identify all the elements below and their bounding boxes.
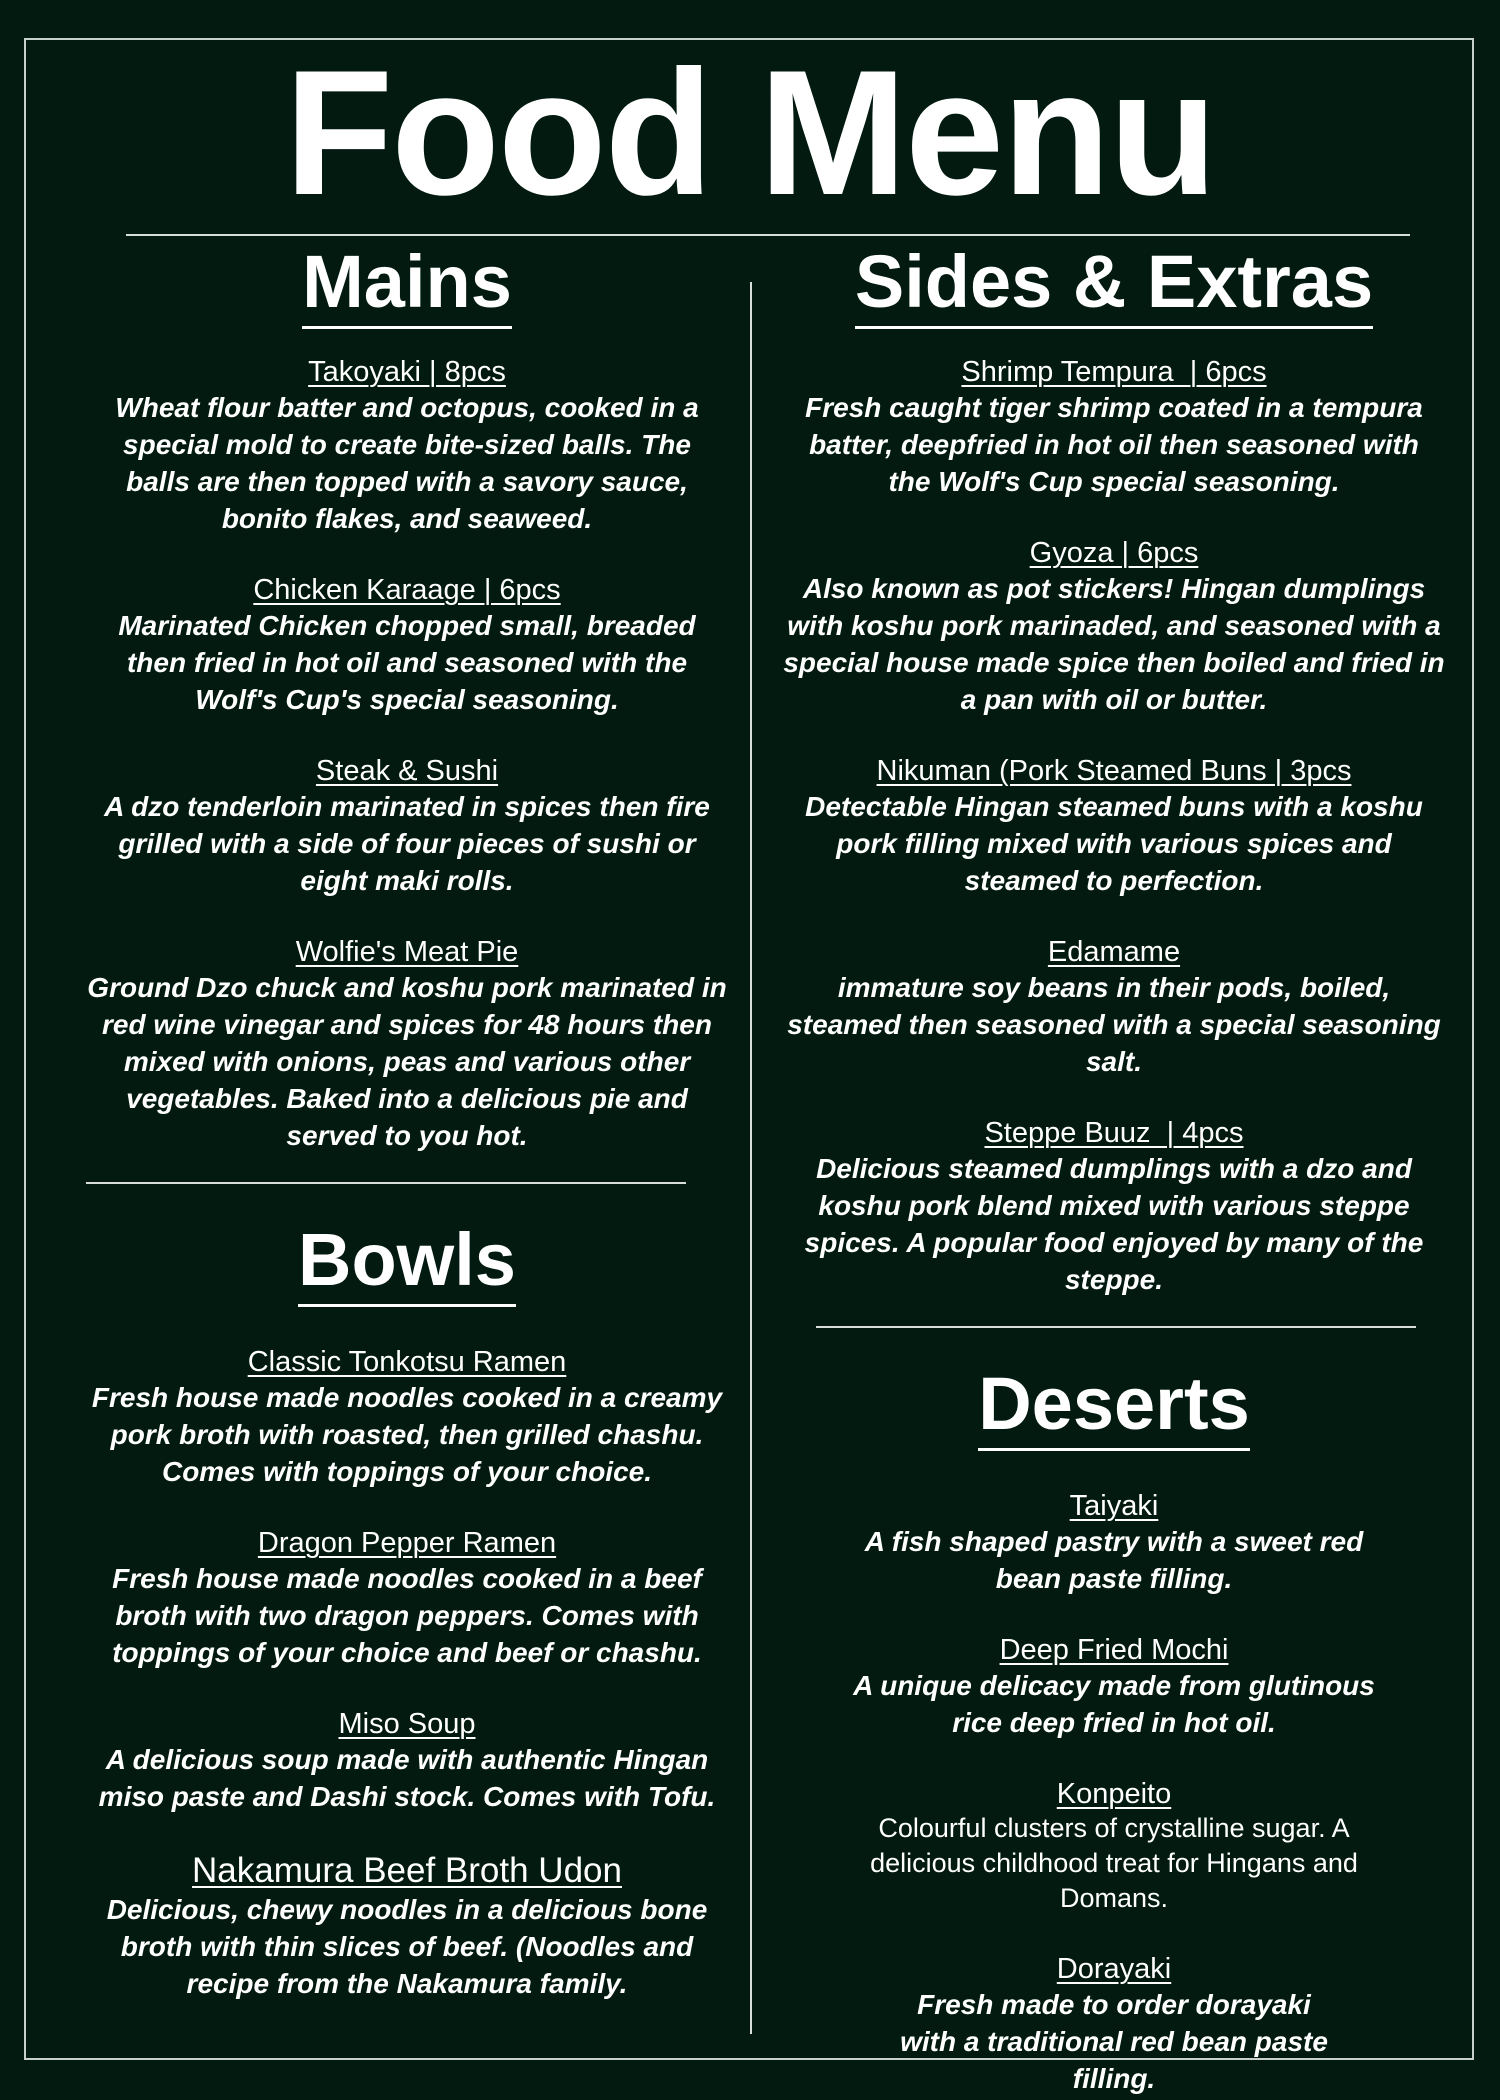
item-name: Deep Fried Mochi bbox=[999, 1634, 1229, 1666]
menu-item bbox=[778, 1952, 1450, 2097]
item-description: Delicious steamed dumplings with a dzo and koshu pork blend mixed with various steppe spices. A popular food enjoyed by many of the steppe. bbox=[804, 1153, 1424, 1295]
menu-item bbox=[84, 573, 730, 718]
item-description: immature soy beans in their pods, boiled, steamed then seasoned with a special seasoning salt. bbox=[787, 972, 1441, 1077]
item-description: A delicious soup made with authentic Hingan miso paste and Dashi stock. Comes with Tofu. bbox=[98, 1744, 716, 1812]
item-description: Fresh caught tiger shrimp coated in a tempura batter, deepfried in hot oil then seasoned with the Wolf's Cup special seasoning. bbox=[805, 392, 1423, 497]
item-description: Fresh made to order dorayaki with a traditional red bean paste filling. bbox=[900, 1989, 1328, 2094]
right-column bbox=[778, 240, 1450, 2097]
menu-item bbox=[84, 1851, 730, 2002]
item-name: Chicken Karaage | 6pcs bbox=[253, 574, 561, 606]
sides-heading: Sides & Extras bbox=[855, 240, 1373, 329]
menu-item bbox=[778, 1633, 1450, 1741]
item-description: Detectable Hingan steamed buns with a koshu pork filling mixed with various spices and steamed to perfection. bbox=[805, 791, 1423, 896]
section-divider bbox=[816, 1326, 1416, 1328]
item-description: Ground Dzo chuck and koshu pork marinated in red wine vinegar and spices for 48 hours then mixed with onions, peas and various other vegetables. Baked into a delicious pie and served to you hot. bbox=[87, 972, 727, 1151]
menu-item bbox=[84, 355, 730, 537]
item-name: Gyoza | 6pcs bbox=[1029, 537, 1199, 569]
item-name: Steak & Sushi bbox=[315, 755, 499, 787]
item-name: Classic Tonkotsu Ramen bbox=[247, 1346, 567, 1378]
menu-item bbox=[84, 1345, 730, 1490]
menu-item bbox=[84, 935, 730, 1154]
menu-item bbox=[84, 1526, 730, 1671]
deserts-heading: Deserts bbox=[978, 1362, 1250, 1451]
bowls-heading: Bowls bbox=[298, 1218, 516, 1307]
column-divider bbox=[750, 282, 752, 2034]
item-description: A dzo tenderloin marinated in spices then fire grilled with a side of four pieces of sushi or eight maki rolls. bbox=[104, 791, 710, 896]
item-name: Taiyaki bbox=[1069, 1490, 1159, 1522]
item-description: Delicious, chewy noodles in a delicious bone broth with thin slices of beef. (Noodles and recipe from the Nakamura family. bbox=[106, 1894, 708, 1999]
mains-heading: Mains bbox=[302, 240, 512, 329]
menu-item bbox=[778, 355, 1450, 500]
item-name: Shrimp Tempura | 6pcs bbox=[961, 356, 1267, 388]
item-name: Dragon Pepper Ramen bbox=[257, 1527, 557, 1559]
item-description: Fresh house made noodles cooked in a creamy pork broth with roasted, then grilled chashu. Comes with toppings of your choice. bbox=[91, 1382, 723, 1487]
title-divider bbox=[126, 234, 1410, 236]
menu-item bbox=[778, 1777, 1450, 1916]
item-name: Edamame bbox=[1047, 936, 1181, 968]
item-description: Colourful clusters of crystalline sugar. A delicious childhood treat for Hingans and Domans. bbox=[870, 1813, 1358, 1913]
item-description: Wheat flour batter and octopus, cooked in a special mold to create bite-sized balls. The balls are then topped with a savory sauce, bonito flakes, and seaweed. bbox=[115, 392, 699, 534]
menu-item bbox=[778, 1489, 1450, 1597]
menu-item bbox=[778, 935, 1450, 1080]
item-description: Also known as pot stickers! Hingan dumplings with koshu pork marinaded, and seasoned with a special house made spice then boiled and fried in a pan with oil or butter. bbox=[783, 573, 1445, 715]
item-description: A fish shaped pastry with a sweet red bean paste filling. bbox=[864, 1526, 1364, 1594]
item-description: Fresh house made noodles cooked in a beef broth with two dragon peppers. Comes with toppings of your choice and beef or chashu. bbox=[112, 1563, 702, 1668]
item-description: Marinated Chicken chopped small, breaded then fried in hot oil and seasoned with the Wolf's Cup's special seasoning. bbox=[118, 610, 696, 715]
item-name: Steppe Buuz | 4pcs bbox=[984, 1117, 1244, 1149]
item-name: Takoyaki | 8pcs bbox=[308, 356, 506, 388]
menu-item bbox=[778, 754, 1450, 899]
item-name: Nakamura Beef Broth Udon bbox=[192, 1851, 622, 1890]
menu-item bbox=[84, 1707, 730, 1815]
item-name: Nikuman (Pork Steamed Buns | 3pcs bbox=[876, 755, 1352, 787]
menu-item bbox=[84, 754, 730, 899]
item-name: Konpeito bbox=[1056, 1778, 1172, 1810]
left-column bbox=[84, 240, 730, 2002]
item-name: Wolfie's Meat Pie bbox=[295, 936, 519, 968]
menu-title: Food Menu bbox=[284, 33, 1216, 232]
menu-item bbox=[778, 536, 1450, 718]
item-name: Dorayaki bbox=[1056, 1953, 1172, 1985]
section-divider bbox=[86, 1182, 686, 1184]
item-description: A unique delicacy made from glutinous rice deep fried in hot oil. bbox=[853, 1670, 1375, 1738]
item-name: Miso Soup bbox=[338, 1708, 476, 1740]
menu-item bbox=[778, 1116, 1450, 1298]
